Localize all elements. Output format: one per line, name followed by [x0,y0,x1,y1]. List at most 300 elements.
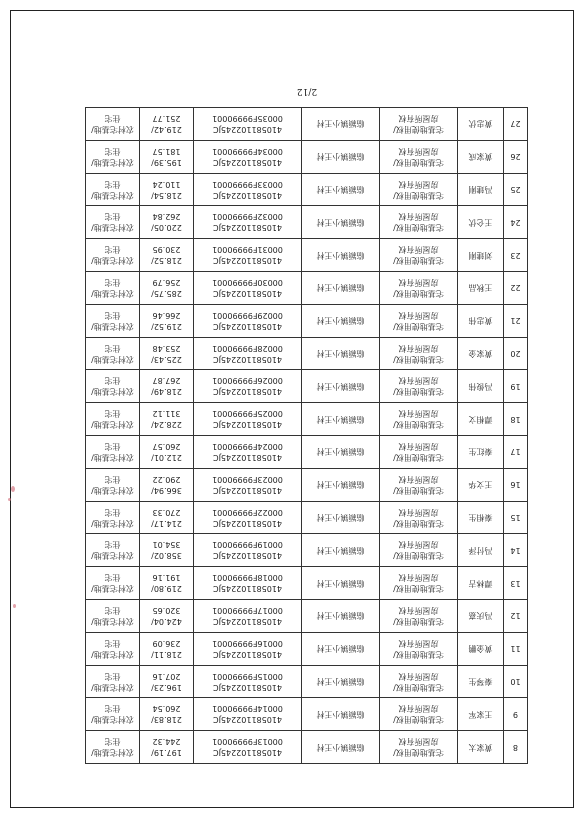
cell-type [380,108,458,141]
cell-name [458,501,504,534]
cell-code-text: 410581102245JC 00023F99990001 [212,474,283,495]
cell-location-text: 临颍镇小王村 [316,119,365,129]
cell-name [458,173,504,206]
cell-no [504,239,528,272]
cell-use-text: 农村宅基地/ 住宅 [91,343,134,364]
cell-use [86,534,140,567]
cell-location [302,731,380,764]
cell-code [194,632,302,665]
cell-type-text: 宅基地使用权/ 房屋所有权 [393,605,444,626]
cell-name [458,600,504,633]
cell-type [380,272,458,305]
cell-type [380,665,458,698]
cell-name [458,468,504,501]
cell-code-text: 410581102245JC 00015F99990001 [212,671,283,692]
cell-area-text: 358.02/ 354.01 [151,540,182,561]
cell-no [504,632,528,665]
cell-location [302,567,380,600]
cell-code [194,403,302,436]
cell-type [380,239,458,272]
cell-code [194,173,302,206]
cell-area-text: 220.05/ 262.84 [151,212,182,233]
cell-name-text: 黄忠伏 [468,119,493,129]
cell-type [380,206,458,239]
cell-no-text: 25 [510,185,521,195]
cell-no [504,567,528,600]
cell-name [458,272,504,305]
cell-type-text: 宅基地使用权/ 房屋所有权 [393,474,444,495]
cell-use [86,468,140,501]
cell-area-text: 219.80/ 191.16 [151,573,182,594]
cell-location [302,403,380,436]
cell-code-text: 410581102245JC 00035F99990001 [212,113,283,134]
cell-name [458,534,504,567]
cell-use [86,272,140,305]
table-body [86,108,528,764]
cell-code [194,337,302,370]
cell-no [504,501,528,534]
cell-type-text: 宅基地使用权/ 房屋所有权 [393,704,444,725]
table-row [86,108,528,141]
cell-name-text: 冯建刚 [468,185,493,195]
cell-type [380,304,458,337]
cell-area-text: 285.75/ 256.79 [151,277,182,298]
cell-no [504,304,528,337]
cell-type [380,501,458,534]
cell-location-text: 临颍镇小王村 [316,545,365,555]
cell-no-text: 10 [510,677,521,687]
cell-type-text: 宅基地使用权/ 房屋所有权 [393,179,444,200]
cell-use [86,173,140,206]
cell-location-text: 临颍镇小王村 [316,709,365,719]
cell-name [458,140,504,173]
table-row [86,140,528,173]
cell-name-text: 王文华 [468,480,493,490]
cell-area [140,304,194,337]
cell-no [504,337,528,370]
cell-name [458,731,504,764]
cell-location [302,272,380,305]
table-row [86,534,528,567]
cell-use [86,337,140,370]
cell-type-text: 宅基地使用权/ 房屋所有权 [393,277,444,298]
cell-no-text: 18 [510,414,521,424]
cell-type [380,534,458,567]
cell-area-text: 212.01/ 260.57 [151,441,182,462]
cell-name-text: 秦琴生 [468,677,493,687]
cell-no-text: 12 [510,611,521,621]
cell-code [194,272,302,305]
cell-area [140,337,194,370]
cell-use [86,501,140,534]
table-row [86,567,528,600]
table-row [86,272,528,305]
cell-use-text: 农村宅基地/ 住宅 [91,113,134,134]
cell-location [302,436,380,469]
cell-type [380,632,458,665]
cell-code-text: 410581102245JC 00025F99990001 [212,409,283,430]
cell-use-text: 农村宅基地/ 住宅 [91,737,134,758]
table-row [86,632,528,665]
cell-area [140,698,194,731]
cell-location-text: 临颍镇小王村 [316,447,365,457]
cell-area-text: 219.52/ 266.46 [151,310,182,331]
cell-no-text: 13 [510,578,521,588]
cell-area-text: 218.83/ 260.54 [151,704,182,725]
cell-type [380,436,458,469]
cell-use [86,403,140,436]
red-ink-mark [8,498,11,501]
cell-location [302,665,380,698]
cell-code [194,304,302,337]
cell-location [302,600,380,633]
cell-location-text: 临颍镇小王村 [316,611,365,621]
cell-code-text: 410581102245JC 00029F99990001 [212,310,283,331]
cell-code-text: 410581102245JC 00032F99990001 [212,212,283,233]
cell-location [302,206,380,239]
cell-use [86,436,140,469]
red-ink-mark [13,604,16,608]
table-row [86,337,528,370]
cell-code-text: 410581102245JC 00024F99990001 [212,441,283,462]
cell-no [504,173,528,206]
cell-use-text: 农村宅基地/ 住宅 [91,212,134,233]
cell-type-text: 宅基地使用权/ 房屋所有权 [393,507,444,528]
cell-area [140,600,194,633]
cell-area-text: 219.42/ 251.77 [151,113,182,134]
cell-location [302,534,380,567]
cell-type [380,337,458,370]
cell-area-text: 218.52/ 230.95 [151,245,182,266]
cell-name-text: 谭相文 [468,414,493,424]
cell-use [86,698,140,731]
cell-area-text: 195.39/ 181.57 [151,146,182,167]
cell-no-text: 9 [512,709,519,719]
cell-area [140,731,194,764]
cell-area [140,436,194,469]
cell-no [504,665,528,698]
cell-location [302,140,380,173]
table-row [86,698,528,731]
cell-use [86,665,140,698]
cell-use [86,731,140,764]
cell-code [194,534,302,567]
page-number: 2/12 [296,86,318,96]
cell-location-text: 临颍镇小王村 [316,316,365,326]
cell-use-text: 农村宅基地/ 住宅 [91,638,134,659]
cell-no-text: 21 [510,316,521,326]
cell-type [380,370,458,403]
cell-location [302,468,380,501]
cell-location-text: 临颍镇小王村 [316,578,365,588]
property-register-table [85,107,528,764]
cell-area-text: 197.19/ 244.32 [151,737,182,758]
table-row [86,665,528,698]
table-row [86,206,528,239]
cell-code-text: 410581102245JC 00031F99990001 [212,245,283,266]
cell-location-text: 临颍镇小王村 [316,250,365,260]
cell-no [504,731,528,764]
cell-location [302,239,380,272]
cell-name-text: 王秋品 [468,283,493,293]
cell-no [504,698,528,731]
cell-code [194,567,302,600]
table-row [86,403,528,436]
cell-area-text: 366.94/ 290.22 [151,474,182,495]
cell-code [194,665,302,698]
cell-no-text: 23 [510,250,521,260]
cell-type-text: 宅基地使用权/ 房屋所有权 [393,212,444,233]
table-row [86,239,528,272]
cell-code-text: 410581102245JC 00018F99990001 [212,573,283,594]
cell-location [302,304,380,337]
cell-area [140,501,194,534]
cell-use [86,370,140,403]
cell-location [302,370,380,403]
cell-location-text: 临颍镇小王村 [316,644,365,654]
cell-area [140,370,194,403]
cell-name-text: 王仑伏 [468,217,493,227]
cell-name-text: 刘建刚 [468,250,493,260]
cell-area [140,206,194,239]
cell-name [458,567,504,600]
cell-use-text: 农村宅基地/ 住宅 [91,507,134,528]
cell-name [458,239,504,272]
cell-area-text: 218.49/ 267.87 [151,376,182,397]
table-row [86,600,528,633]
cell-no [504,403,528,436]
cell-no [504,468,528,501]
cell-no [504,436,528,469]
cell-type-text: 宅基地使用权/ 房屋所有权 [393,638,444,659]
cell-name-text: 黄忠伟 [468,316,493,326]
cell-location-text: 临颍镇小王村 [316,381,365,391]
cell-location-text: 临颍镇小王村 [316,185,365,195]
table-row [86,370,528,403]
cell-name-text: 冯俊伟 [468,381,493,391]
cell-type-text: 宅基地使用权/ 房屋所有权 [393,737,444,758]
cell-use-text: 农村宅基地/ 住宅 [91,409,134,430]
cell-code-text: 410581102245JC 00013F99990001 [212,737,283,758]
cell-code [194,468,302,501]
cell-no [504,370,528,403]
cell-name-text: 黄家太 [468,742,493,752]
cell-location-text: 临颍镇小王村 [316,513,365,523]
cell-location [302,632,380,665]
cell-code [194,108,302,141]
cell-location-text: 临颍镇小王村 [316,217,365,227]
cell-use-text: 农村宅基地/ 住宅 [91,573,134,594]
cell-no-text: 8 [512,742,519,752]
cell-location-text: 临颍镇小王村 [316,480,365,490]
cell-no [504,108,528,141]
cell-type [380,600,458,633]
cell-use-text: 农村宅基地/ 住宅 [91,277,134,298]
cell-name [458,337,504,370]
cell-use [86,632,140,665]
cell-use-text: 农村宅基地/ 住宅 [91,245,134,266]
cell-location [302,501,380,534]
cell-location [302,173,380,206]
cell-location-text: 临颍镇小王村 [316,283,365,293]
cell-use [86,108,140,141]
cell-type-text: 宅基地使用权/ 房屋所有权 [393,540,444,561]
cell-no-text: 20 [510,349,521,359]
cell-location-text: 临颍镇小王村 [316,677,365,687]
cell-no-text: 19 [510,381,521,391]
red-ink-mark [11,486,15,492]
cell-use-text: 农村宅基地/ 住宅 [91,179,134,200]
cell-type [380,403,458,436]
cell-name-text: 王家军 [468,709,493,719]
cell-name-text: 谭林吉 [468,578,493,588]
cell-location-text: 临颍镇小王村 [316,742,365,752]
cell-area-text: 218.11/ 236.09 [151,638,182,659]
cell-area [140,567,194,600]
cell-area [140,140,194,173]
cell-code-text: 410581102245JC 00017F99990001 [212,605,283,626]
cell-code-text: 410581102245JC 00022F99990001 [212,507,283,528]
cell-name [458,304,504,337]
cell-area-text: 196.23/ 207.16 [151,671,182,692]
cell-area-text: 228.24/ 311.12 [151,409,182,430]
cell-name [458,370,504,403]
cell-location [302,108,380,141]
cell-area [140,665,194,698]
cell-type-text: 宅基地使用权/ 房屋所有权 [393,343,444,364]
cell-type-text: 宅基地使用权/ 房屋所有权 [393,376,444,397]
cell-area [140,403,194,436]
cell-location [302,698,380,731]
cell-no-text: 22 [510,283,521,293]
cell-name-text: 冯付泽 [468,545,493,555]
cell-type [380,468,458,501]
cell-use [86,600,140,633]
cell-code [194,436,302,469]
cell-name-text: 秦相生 [468,513,493,523]
cell-use [86,304,140,337]
cell-area [140,632,194,665]
cell-no-text: 15 [510,513,521,523]
cell-area-text: 225.43/ 253.48 [151,343,182,364]
cell-location-text: 临颍镇小王村 [316,152,365,162]
cell-type-text: 宅基地使用权/ 房屋所有权 [393,113,444,134]
cell-name [458,698,504,731]
cell-code [194,239,302,272]
cell-type [380,731,458,764]
cell-use [86,206,140,239]
cell-name [458,632,504,665]
cell-no-text: 26 [510,152,521,162]
cell-name [458,403,504,436]
cell-no-text: 14 [510,545,521,555]
cell-no-text: 11 [510,644,521,654]
cell-use-text: 农村宅基地/ 住宅 [91,704,134,725]
cell-location-text: 临颍镇小王村 [316,349,365,359]
cell-code [194,370,302,403]
cell-area [140,272,194,305]
cell-code-text: 410581102245JC 00026F99990001 [212,376,283,397]
cell-type-text: 宅基地使用权/ 房屋所有权 [393,573,444,594]
cell-code [194,600,302,633]
cell-code [194,206,302,239]
cell-use-text: 农村宅基地/ 住宅 [91,605,134,626]
cell-area [140,239,194,272]
cell-use-text: 农村宅基地/ 住宅 [91,671,134,692]
cell-code-text: 410581102245JC 00030F99990001 [212,277,283,298]
cell-code-text: 410581102245JC 00034F99990001 [212,146,283,167]
cell-area-text: 218.54/ 110.24 [151,179,182,200]
cell-name-text: 黄家金 [468,349,493,359]
cell-type [380,140,458,173]
cell-location-text: 临颍镇小王村 [316,414,365,424]
cell-area [140,173,194,206]
cell-type-text: 宅基地使用权/ 房屋所有权 [393,245,444,266]
table-row [86,304,528,337]
cell-type-text: 宅基地使用权/ 房屋所有权 [393,409,444,430]
cell-area [140,534,194,567]
cell-area [140,468,194,501]
cell-name [458,206,504,239]
cell-no [504,534,528,567]
rotated-page [86,74,528,764]
table-row [86,468,528,501]
cell-use-text: 农村宅基地/ 住宅 [91,441,134,462]
cell-code-text: 410581102245JC 00019F99990001 [212,540,283,561]
cell-no [504,600,528,633]
cell-type-text: 宅基地使用权/ 房屋所有权 [393,671,444,692]
cell-code-text: 410581102245JC 00016F99990001 [212,638,283,659]
cell-no-text: 24 [510,217,521,227]
table-row [86,436,528,469]
cell-use-text: 农村宅基地/ 住宅 [91,146,134,167]
cell-use-text: 农村宅基地/ 住宅 [91,310,134,331]
cell-type-text: 宅基地使用权/ 房屋所有权 [393,146,444,167]
cell-no-text: 17 [510,447,521,457]
table-row [86,501,528,534]
cell-no [504,206,528,239]
cell-use-text: 农村宅基地/ 住宅 [91,376,134,397]
cell-no-text: 27 [510,119,521,129]
cell-code [194,731,302,764]
cell-name [458,665,504,698]
cell-code-text: 410581102245JC 00014F99990001 [212,704,283,725]
cell-code-text: 410581102245JC 00033F99990001 [212,179,283,200]
cell-type-text: 宅基地使用权/ 房屋所有权 [393,441,444,462]
cell-code-text: 410581102245JC 00028F99990001 [212,343,283,364]
cell-name-text: 冯庆嘉 [468,611,493,621]
cell-area [140,108,194,141]
cell-use [86,140,140,173]
cell-area-text: 424.04/ 320.65 [151,605,182,626]
cell-use [86,239,140,272]
cell-type [380,567,458,600]
cell-no-text: 16 [510,480,521,490]
table-row [86,731,528,764]
cell-name [458,436,504,469]
cell-use-text: 农村宅基地/ 住宅 [91,540,134,561]
cell-name-text: 黄金鹏 [468,644,493,654]
cell-name-text: 黄家成 [468,152,493,162]
cell-no [504,140,528,173]
cell-no [504,272,528,305]
cell-code [194,501,302,534]
cell-type [380,698,458,731]
cell-code [194,140,302,173]
cell-name [458,108,504,141]
table-row [86,173,528,206]
cell-code [194,698,302,731]
